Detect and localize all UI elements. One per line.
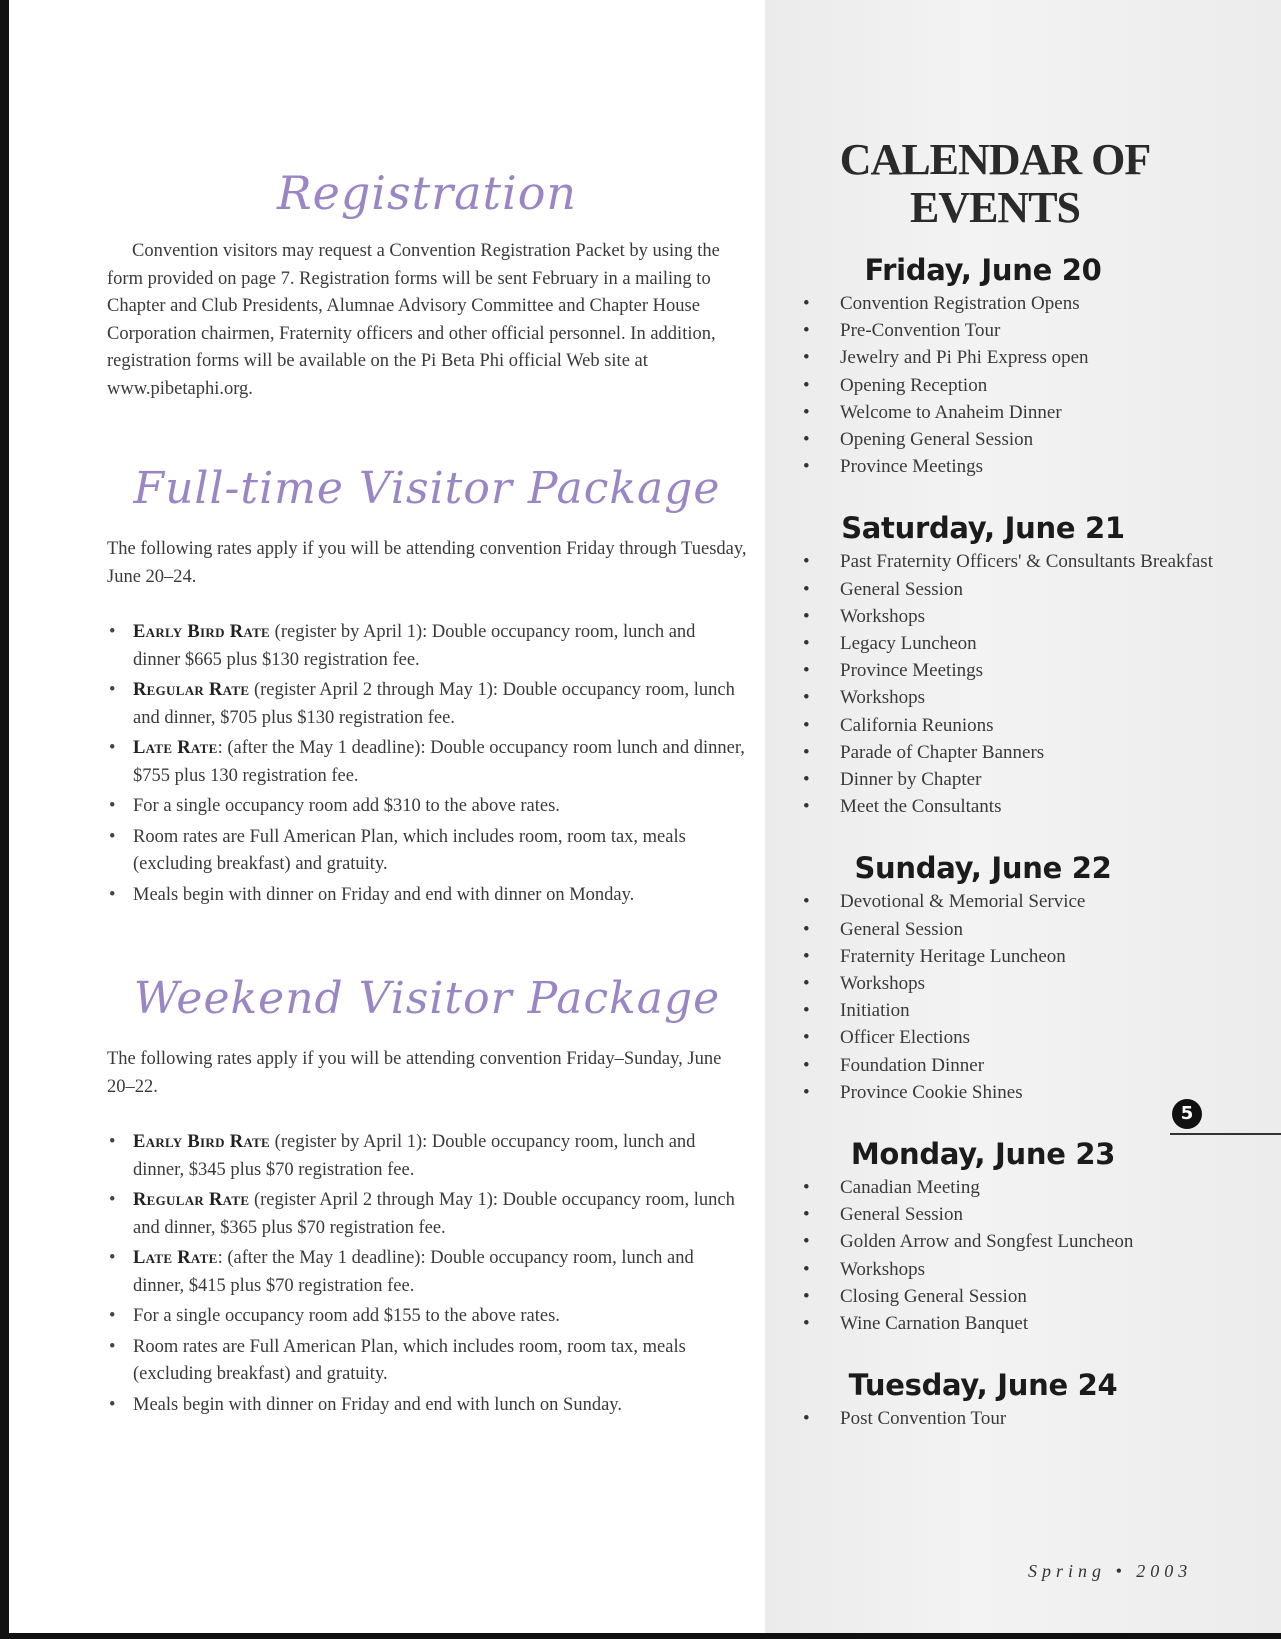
event-item: [803, 372, 1243, 399]
event-item: [803, 1052, 1243, 1079]
event-label: Devotional & Memorial Service: [840, 891, 1086, 913]
bullet-icon: •: [803, 891, 810, 913]
bullet-icon: •: [109, 1190, 116, 1210]
page-number-rule: [1170, 1133, 1281, 1135]
bullet-icon: •: [803, 945, 810, 967]
event-label: Past Fraternity Officers' & Consultants Breakfast: [840, 551, 1213, 573]
rate-item: [107, 735, 747, 790]
left-column: [107, 150, 747, 1422]
event-item: [803, 344, 1243, 371]
bullet-icon: •: [803, 769, 810, 791]
event-item: [803, 1405, 1243, 1432]
calendar-days: [803, 252, 1243, 1463]
bullet-icon: •: [109, 796, 116, 816]
weekend-intro: The following rates apply if you will be attending convention Friday–Sunday, June 20–22.: [107, 1049, 722, 1097]
event-item: [803, 1228, 1243, 1255]
event-item: [803, 1201, 1243, 1228]
event-label: General Session: [840, 1204, 963, 1226]
event-label: Pre-Convention Tour: [840, 320, 1001, 342]
rate-item: [107, 882, 747, 910]
event-item: [803, 603, 1243, 630]
event-label: Welcome to Anaheim Dinner: [840, 401, 1062, 423]
event-item: [803, 453, 1243, 480]
bullet-icon: •: [803, 456, 810, 478]
event-label: California Reunions: [840, 714, 994, 736]
rate-text: For a single occupancy room add $155 to the above rates.: [133, 1306, 560, 1326]
event-label: Parade of Chapter Banners: [840, 741, 1045, 763]
event-label: Officer Elections: [840, 1027, 970, 1049]
day-section: [803, 850, 1243, 1106]
rate-label: Early Bird Rate: [133, 1132, 271, 1152]
calendar-sidebar: [765, 0, 1281, 1633]
rate-item: [107, 824, 747, 879]
bullet-icon: •: [803, 374, 810, 396]
rate-text: : (after the May 1 deadline): Double occupancy room, lunch and dinner, $415 plus $70 registration fee.: [133, 1248, 694, 1296]
event-item: [803, 793, 1243, 820]
event-list: [803, 888, 1243, 1106]
bullet-icon: •: [109, 1132, 116, 1152]
event-label: Canadian Meeting: [840, 1177, 980, 1199]
day-section: [803, 1367, 1243, 1432]
event-item: [803, 1024, 1243, 1051]
event-label: Closing General Session: [840, 1285, 1027, 1307]
event-item: [803, 1174, 1243, 1201]
day-heading: Friday, June 20: [864, 253, 1102, 287]
event-label: Fraternity Heritage Luncheon: [840, 945, 1066, 967]
rate-text: (register April 2 through May 1): Double occupancy room, lunch and dinner, $705 plus $130 registration fee.: [133, 680, 735, 728]
event-item: [803, 630, 1243, 657]
bullet-icon: •: [803, 551, 810, 573]
day-heading: Sunday, June 22: [854, 851, 1112, 886]
page-number-badge: 5: [1172, 1099, 1202, 1129]
event-item: [803, 399, 1243, 426]
rate-text: : (after the May 1 deadline): Double occupancy room lunch and dinner, $755 plus 130 registration fee.: [133, 738, 745, 786]
bullet-icon: •: [803, 1054, 810, 1076]
event-label: Workshops: [840, 687, 926, 709]
rate-item: [107, 1245, 747, 1300]
rate-item: [107, 619, 747, 674]
day-section: [803, 252, 1243, 480]
calendar-title: [765, 136, 1225, 232]
event-label: Province Cookie Shines: [840, 1081, 1023, 1103]
registration-heading: Registration: [276, 166, 578, 220]
event-list: [803, 548, 1243, 820]
event-label: Opening General Session: [840, 429, 1034, 451]
bullet-icon: •: [803, 1408, 810, 1430]
page-edge-bottom: [0, 1633, 1281, 1639]
event-list: [803, 1405, 1243, 1432]
bullet-icon: •: [803, 1177, 810, 1199]
event-list: [803, 1174, 1243, 1337]
calendar-title-line2: EVENTS: [909, 183, 1081, 232]
event-item: [803, 657, 1243, 684]
bullet-icon: •: [803, 1258, 810, 1280]
event-item: [803, 997, 1243, 1024]
bullet-icon: •: [803, 1285, 810, 1307]
bullet-icon: •: [803, 1081, 810, 1103]
rate-label: Early Bird Rate: [133, 622, 271, 642]
bullet-icon: •: [803, 660, 810, 682]
event-item: [803, 290, 1243, 317]
event-item: [803, 1256, 1243, 1283]
full-time-rate-list: [107, 619, 747, 909]
bullet-icon: •: [803, 1204, 810, 1226]
bullet-icon: •: [803, 1313, 810, 1335]
registration-body: Convention visitors may request a Convention Registration Packet by using the form provided on page 7. Registration forms will be sent February in a mailing to Chapter and Club Presidents, Alumnae Advisory Committee and Chapter House Corporation chairmen, Fraternity officers and other official personnel. In addition, registration forms will be available on the Pi Beta Phi official Web site at www.pibetaphi.org.: [107, 241, 720, 399]
event-item: [803, 1310, 1243, 1337]
event-item: [803, 766, 1243, 793]
event-item: [803, 317, 1243, 344]
bullet-icon: •: [109, 622, 116, 642]
bullet-icon: •: [803, 429, 810, 451]
bullet-icon: •: [803, 741, 810, 763]
event-label: Foundation Dinner: [840, 1054, 985, 1076]
event-item: [803, 888, 1243, 915]
bullet-icon: •: [803, 918, 810, 940]
event-label: Meet the Consultants: [840, 796, 1002, 818]
event-label: Dinner by Chapter: [840, 769, 982, 791]
event-label: Province Meetings: [840, 660, 984, 682]
event-label: Initiation: [840, 1000, 910, 1022]
bullet-icon: •: [803, 687, 810, 709]
rate-text: (register April 2 through May 1): Double occupancy room, lunch and dinner, $365 plus $70 registration fee.: [133, 1190, 735, 1238]
weekend-rate-list: [107, 1129, 747, 1419]
rate-text: Meals begin with dinner on Friday and end with dinner on Monday.: [133, 884, 635, 905]
event-label: Jewelry and Pi Phi Express open: [840, 347, 1089, 369]
event-item: [803, 970, 1243, 997]
full-time-intro: The following rates apply if you will be attending convention Friday through Tuesday, June 20–24.: [107, 539, 747, 587]
rate-label: Late Rate: [133, 1248, 218, 1268]
full-time-heading: Full-time Visitor Package: [133, 463, 721, 514]
day-section: [803, 510, 1243, 820]
event-label: General Session: [840, 578, 963, 600]
event-item: [803, 684, 1243, 711]
event-item: [803, 943, 1243, 970]
event-item: [803, 548, 1243, 575]
bullet-icon: •: [109, 738, 116, 758]
event-label: General Session: [840, 918, 963, 940]
bullet-icon: •: [803, 1027, 810, 1049]
event-item: [803, 916, 1243, 943]
bullet-icon: •: [109, 1336, 116, 1357]
event-item: [803, 576, 1243, 603]
bullet-icon: •: [803, 401, 810, 423]
event-label: Workshops: [840, 973, 926, 995]
rate-text: Meals begin with dinner on Friday and end with lunch on Sunday.: [133, 1394, 622, 1415]
rate-item: [107, 1187, 747, 1242]
calendar-title-line1: CALENDAR OF: [839, 135, 1151, 184]
rate-text: Room rates are Full American Plan, which includes room, room tax, meals (excluding breakfast) and gratuity.: [133, 1336, 686, 1384]
bullet-icon: •: [803, 1231, 810, 1253]
rate-item: [107, 1129, 747, 1184]
rate-text: (register by April 1): Double occupancy room, lunch and dinner, $345 plus $70 registration fee.: [133, 1132, 696, 1180]
rate-label: Regular Rate: [133, 680, 250, 700]
bullet-icon: •: [109, 680, 116, 700]
bullet-icon: •: [803, 1000, 810, 1022]
event-label: Post Convention Tour: [840, 1408, 1007, 1430]
rate-item: [107, 677, 747, 732]
bullet-icon: •: [109, 826, 116, 847]
event-list: [803, 290, 1243, 480]
page-edge-left: [0, 0, 9, 1639]
event-item: [803, 739, 1243, 766]
bullet-icon: •: [803, 578, 810, 600]
weekend-heading: Weekend Visitor Package: [133, 973, 721, 1024]
bullet-icon: •: [803, 347, 810, 369]
rate-item: [107, 1334, 747, 1389]
bullet-icon: •: [803, 714, 810, 736]
event-item: [803, 712, 1243, 739]
rate-text: For a single occupancy room add $310 to the above rates.: [133, 796, 560, 816]
bullet-icon: •: [109, 1306, 116, 1326]
rate-text: Room rates are Full American Plan, which includes room, room tax, meals (excluding breakfast) and gratuity.: [133, 826, 686, 874]
bullet-icon: •: [803, 293, 810, 314]
event-label: Opening Reception: [840, 374, 988, 396]
day-heading: Saturday, June 21: [841, 511, 1125, 546]
bullet-icon: •: [803, 796, 810, 818]
rate-label: Late Rate: [133, 738, 218, 758]
rate-item: [107, 793, 747, 821]
event-label: Province Meetings: [840, 456, 984, 478]
bullet-icon: •: [109, 1248, 116, 1268]
day-section: [803, 1136, 1243, 1337]
event-item: [803, 426, 1243, 453]
rate-text: (register by April 1): Double occupancy room, lunch and dinner $665 plus $130 registration fee.: [133, 622, 696, 670]
day-heading: Tuesday, June 24: [848, 1368, 1118, 1403]
rate-label: Regular Rate: [133, 1190, 250, 1210]
day-heading: Monday, June 23: [850, 1137, 1116, 1172]
event-label: Golden Arrow and Songfest Luncheon: [840, 1231, 1134, 1253]
bullet-icon: •: [803, 973, 810, 995]
event-label: Legacy Luncheon: [840, 633, 977, 655]
event-label: Workshops: [840, 1258, 926, 1280]
bullet-icon: •: [109, 1394, 116, 1415]
event-item: [803, 1283, 1243, 1310]
event-label: Workshops: [840, 605, 926, 627]
rate-item: [107, 1303, 747, 1331]
bullet-icon: •: [803, 605, 810, 627]
bullet-icon: •: [109, 884, 116, 905]
event-label: Convention Registration Opens: [840, 293, 1080, 314]
event-label: Wine Carnation Banquet: [840, 1313, 1029, 1335]
issue-footer: Spring • 2003: [1028, 1561, 1193, 1581]
bullet-icon: •: [803, 320, 810, 342]
rate-item: [107, 1392, 747, 1420]
bullet-icon: •: [803, 633, 810, 655]
